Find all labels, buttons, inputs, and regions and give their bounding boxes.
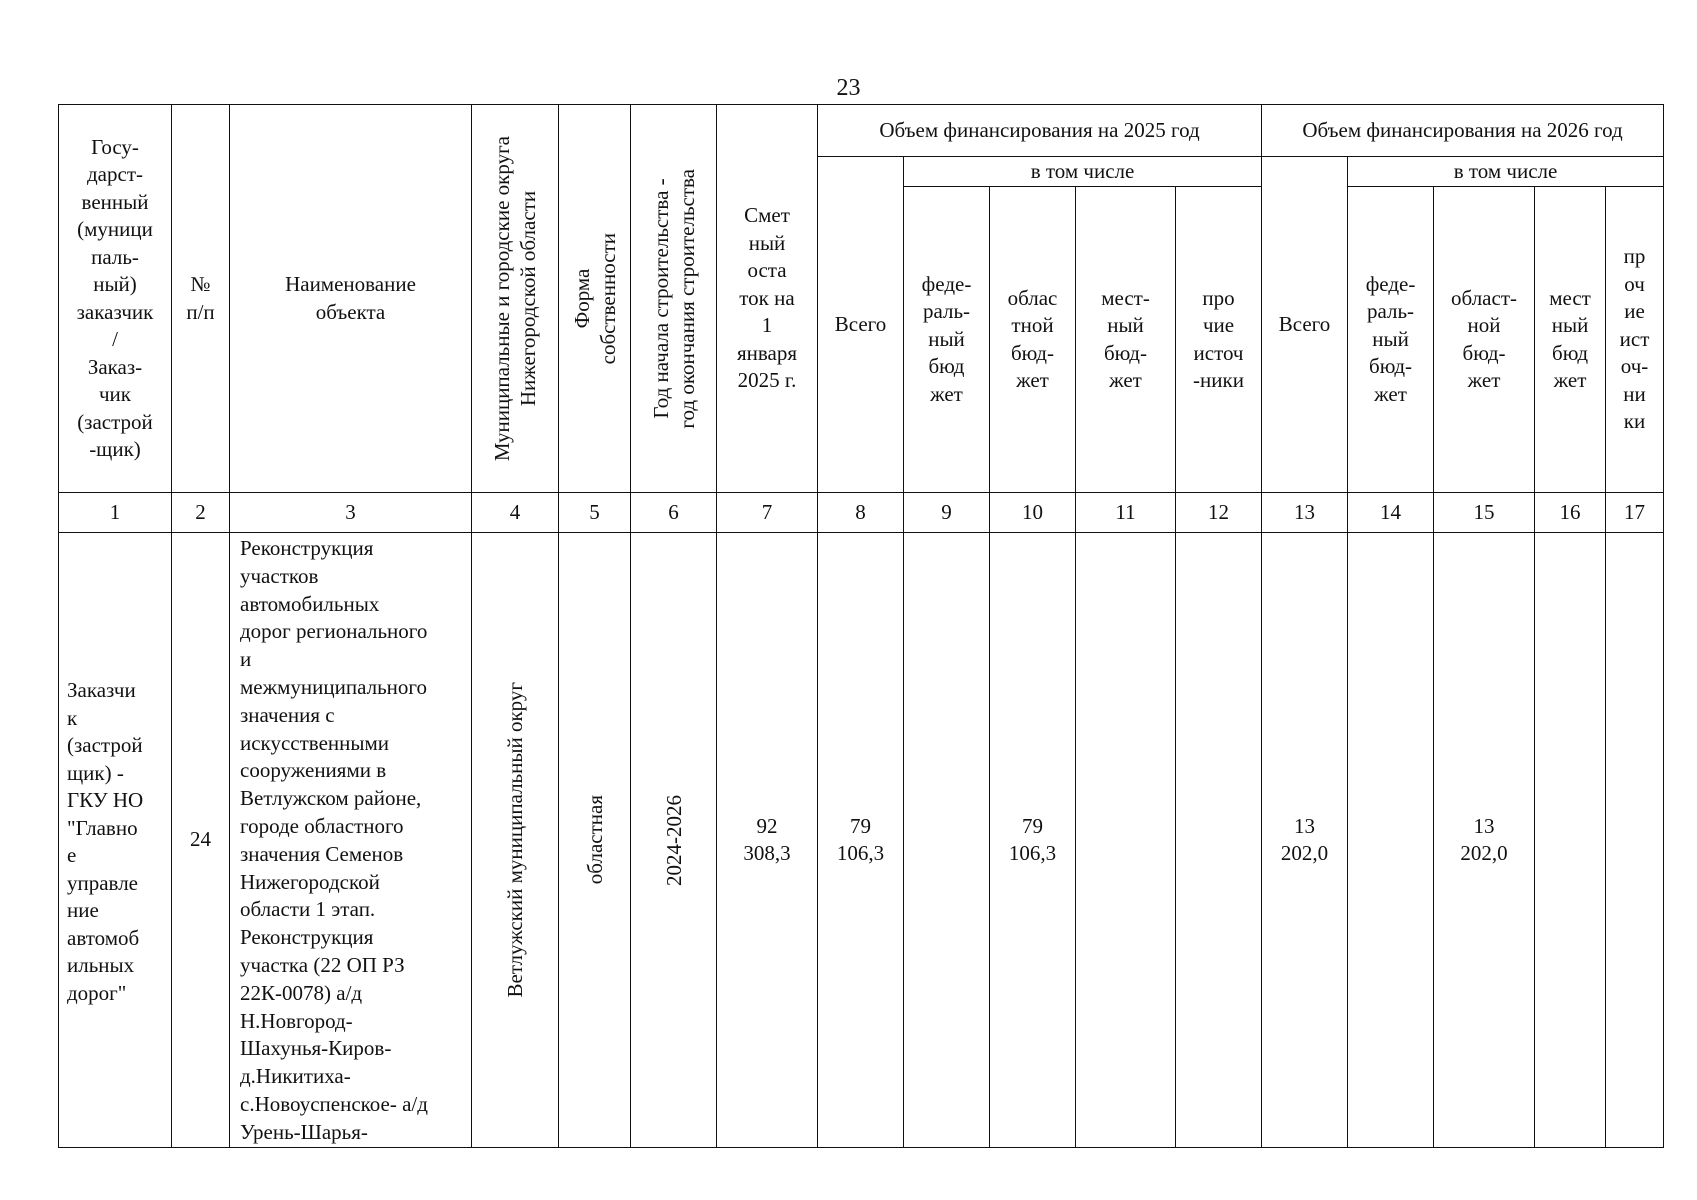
header-ownership-text: Форма собственности [569,232,620,365]
column-number: 16 [1535,493,1606,533]
header-local-2025: мест- ный бюд- жет [1076,187,1176,493]
row-total-2025: 79 106,3 [818,533,904,1148]
row-other-2025 [1176,533,1262,1148]
row-years [631,533,717,1148]
column-number: 13 [1262,493,1348,533]
header-other-2025: про чие источ -ники [1176,187,1262,493]
header-federal-2026: феде- раль- ный бюд- жет [1348,187,1434,493]
row-estimate-remainder: 92 308,3 [717,533,818,1148]
column-number: 17 [1606,493,1664,533]
header-estimate-remainder: Смет ный оста ток на 1 января 2025 г. [717,105,818,493]
row-regional-2025: 79 106,3 [990,533,1076,1148]
header-group-2026: Объем финансирования на 2026 год [1262,105,1664,157]
row-ownership-text: областная [582,795,607,885]
column-number: 1 [59,493,172,533]
row-district [472,533,559,1148]
row-number: 24 [172,533,230,1148]
column-number: 5 [559,493,631,533]
column-number: 12 [1176,493,1262,533]
row-local-2026 [1535,533,1606,1148]
column-number: 8 [818,493,904,533]
header-years [631,105,717,493]
column-number: 2 [172,493,230,533]
header-regional-2026: област- ной бюд- жет [1434,187,1535,493]
column-number: 10 [990,493,1076,533]
row-object-name: Реконструкция участков автомобильных дорог регионального и межмуниципального значения с искусственными сооружениями в Ветлужском районе, городе областного значения Семенов Нижегородской области 1 этап. Реконструкция участка (22 ОП РЗ 22К-0078) а/д Н.Новгород- Шахунья-Киров- д.Никитиха- с.Новоуспенское- а/д Урень-Шарья- [230,533,472,1148]
header-other-2026: пр оч ие ист оч- ни ки [1606,187,1664,493]
row-regional-2026: 13 202,0 [1434,533,1535,1148]
row-total-2026: 13 202,0 [1262,533,1348,1148]
header-years-text: Год начала строительства - год окончания строительства [648,168,699,429]
header-total-2026: Всего [1262,157,1348,493]
financing-table [58,104,1664,1148]
column-number: 7 [717,493,818,533]
header-object-name: Наименование объекта [230,105,472,493]
column-number: 4 [472,493,559,533]
row-district-text: Ветлужский муниципальный округ [503,682,527,998]
header-districts-text: Муниципальные и городские округа Нижегородской области [490,135,540,462]
row-years-text: 2024-2026 [661,794,686,886]
row-federal-2026 [1348,533,1434,1148]
header-including-2025: в том числе [904,157,1262,187]
row-federal-2025 [904,533,990,1148]
header-districts [472,105,559,493]
header-including-2026: в том числе [1348,157,1664,187]
column-number: 3 [230,493,472,533]
header-federal-2025: феде- раль- ный бюд жет [904,187,990,493]
table-row [59,533,1664,1148]
row-local-2025 [1076,533,1176,1148]
page-number: 23 [836,75,861,101]
column-number: 15 [1434,493,1535,533]
row-ownership [559,533,631,1148]
column-number: 11 [1076,493,1176,533]
header-regional-2025: облас тной бюд- жет [990,187,1076,493]
header-number: № п/п [172,105,230,493]
header-group-2025: Объем финансирования на 2025 год [818,105,1262,157]
header-customer: Госу- дарст- венный (муници паль- ный) заказчик / Заказ- чик (застрой -щик) [59,105,172,493]
row-other-2026 [1606,533,1664,1148]
column-number: 9 [904,493,990,533]
row-customer: Заказчи к (застрой щик) - ГКУ НО "Главно е управле ние автомоб ильных дорог" [59,533,172,1148]
column-number: 14 [1348,493,1434,533]
header-local-2026: мест ный бюд жет [1535,187,1606,493]
header-ownership [559,105,631,493]
header-total-2025: Всего [818,157,904,493]
column-number: 6 [631,493,717,533]
